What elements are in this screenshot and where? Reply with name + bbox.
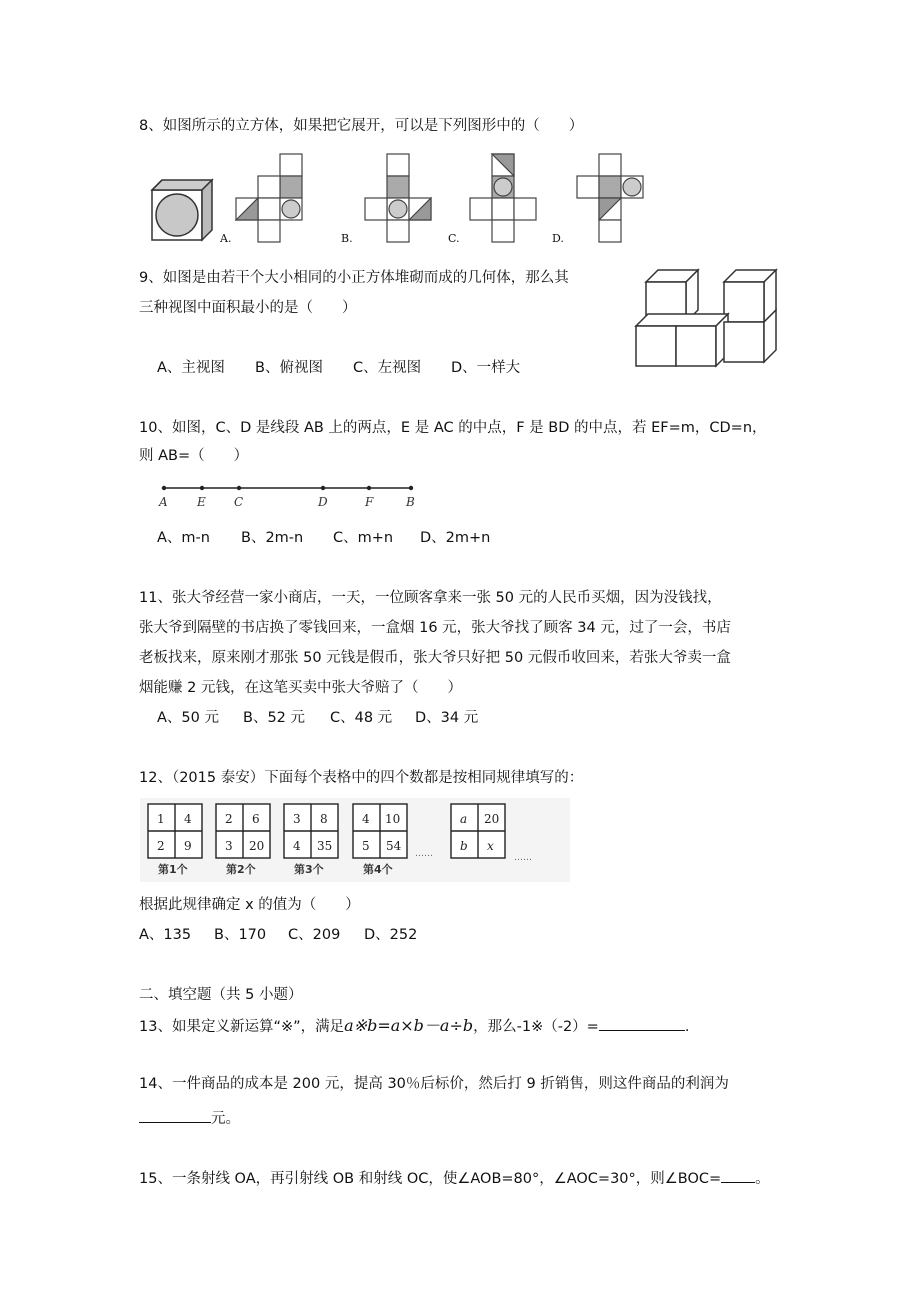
q10-line2: 则 AB=（ ） — [139, 448, 249, 464]
net-d-icon — [577, 154, 643, 242]
q9-option-b: B、俯视图 — [255, 360, 323, 376]
q9-cube-stack-figure — [632, 262, 784, 370]
q14-line2 — [139, 1106, 240, 1129]
q12-option-d: D、252 — [364, 927, 418, 943]
q13-prefix: 13、如果定义新运算“※”，满足 — [139, 1019, 345, 1035]
tn-cell-c: b — [460, 839, 468, 853]
t3-cell-c: 4 — [293, 839, 301, 853]
t3-cell-a: 3 — [293, 812, 301, 826]
q12-option-b: B、170 — [214, 927, 267, 943]
t1-cell-b: 4 — [184, 812, 192, 826]
q12-option-a: A、135 — [139, 927, 192, 943]
q10-line1: 10、如图，C、D 是线段 AB 上的两点，E 是 AC 的中点，F 是 BD 的中点，若 EF=m，CD=n， — [139, 420, 767, 436]
tn-cell-d: x — [487, 839, 494, 853]
q8-text: 8、如图所示的立方体，如果把它展开，可以是下列图形中的（ ） — [139, 118, 584, 134]
q11-option-c: C、48 元 — [330, 710, 393, 726]
q15-text: 15、一条射线 OA，再引射线 OB 和射线 OC，使∠AOB=80°，∠AOC=30°，则∠BOC= — [139, 1171, 722, 1187]
q12-tables-figure — [140, 798, 570, 882]
q8-label-a: A. — [220, 232, 232, 245]
q10-option-d: D、2m+n — [420, 530, 491, 546]
q15-end: 。 — [755, 1171, 770, 1187]
t4-cell-c: 5 — [362, 839, 370, 853]
point-label-d: D — [318, 495, 328, 509]
t1-cell-a: 1 — [157, 812, 165, 826]
cube-with-circle-icon — [152, 180, 212, 240]
q9-line2: 三种视图中面积最小的是（ ） — [139, 300, 357, 316]
q12-option-c: C、209 — [288, 927, 341, 943]
q8-label-d: D. — [552, 232, 564, 245]
q12-prompt: 根据此规律确定 x 的值为（ ） — [139, 897, 360, 913]
q13-text — [139, 1014, 689, 1037]
tn-cell-a: a — [460, 812, 468, 826]
q9-option-a: A、主视图 — [157, 360, 225, 376]
t1-cell-c: 2 — [157, 839, 165, 853]
net-b-icon — [365, 154, 431, 242]
q12-text: 12、（2015 泰安）下面每个表格中的四个数都是按相同规律填写的： — [139, 770, 584, 786]
q8-label-b: B. — [341, 232, 353, 245]
point-label-c: C — [234, 495, 244, 509]
t1-caption: 第1个 — [158, 863, 188, 876]
t4-cell-d: 54 — [386, 839, 402, 853]
t2-cell-d: 20 — [249, 839, 265, 853]
q13-formula: a※b=a×b－a÷b — [344, 1016, 474, 1035]
q11-line1: 11、张大爷经营一家小商店，一天，一位顾客拿来一张 50 元的人民币买烟，因为没钱找， — [139, 590, 722, 606]
t3-caption: 第3个 — [294, 863, 324, 876]
tn-cell-b: 20 — [484, 812, 500, 826]
t1-cell-d: 9 — [184, 839, 192, 853]
t3-cell-b: 8 — [320, 812, 328, 826]
q9-option-d: D、一样大 — [451, 360, 521, 376]
t4-caption: 第4个 — [363, 863, 393, 876]
q11-option-b: B、52 元 — [243, 710, 306, 726]
q11-line2: 张大爷到隔壁的书店换了零钱回来，一盒烟 16 元，张大爷找了顾客 34 元，过了一会，书店 — [139, 620, 731, 636]
q14-line1: 14、一件商品的成本是 200 元，提高 30％后标价，然后打 9 折销售，则这件商品的利润为 — [139, 1076, 729, 1092]
q13-suffix: ，那么-1※（-2）= — [473, 1019, 599, 1035]
ellipsis-mid: …… — [415, 849, 433, 859]
t2-cell-b: 6 — [252, 812, 260, 826]
point-label-b: B — [406, 495, 415, 509]
q15-line — [139, 1166, 770, 1189]
q9-line1: 9、如图是由若干个大小相同的小正方体堆砌而成的几何体，那么其 — [139, 270, 569, 286]
t4-cell-b: 10 — [385, 812, 401, 826]
q9-option-c: C、左视图 — [353, 360, 422, 376]
q14-answer-blank[interactable] — [139, 1106, 211, 1123]
net-c-icon — [470, 154, 536, 242]
q15-answer-blank[interactable] — [721, 1166, 755, 1183]
q13-end: . — [684, 1019, 690, 1035]
point-label-e: E — [197, 495, 206, 509]
q13-answer-blank[interactable] — [599, 1014, 685, 1031]
point-label-f: F — [365, 495, 374, 509]
q8-figure — [140, 152, 660, 248]
q10-option-b: B、2m-n — [241, 530, 304, 546]
q11-line3: 老板找来，原来刚才那张 50 元钱是假币，张大爷只好把 50 元假币收回来，若张大爷卖一盒 — [139, 650, 731, 666]
q14-unit: 元。 — [211, 1111, 240, 1127]
t2-caption: 第2个 — [226, 863, 256, 876]
section2-title: 二、填空题（共 5 小题） — [139, 987, 303, 1003]
q10-option-a: A、m-n — [157, 530, 210, 546]
point-label-a: A — [159, 495, 168, 509]
q10-option-c: C、m+n — [333, 530, 394, 546]
q11-option-d: D、34 元 — [415, 710, 479, 726]
q11-option-a: A、50 元 — [157, 710, 219, 726]
t2-cell-a: 2 — [225, 812, 233, 826]
ellipsis-end: …… — [514, 853, 532, 863]
q10-segment-figure — [150, 474, 430, 514]
t2-cell-c: 3 — [225, 839, 233, 853]
t3-cell-d: 35 — [317, 839, 333, 853]
t4-cell-a: 4 — [362, 812, 370, 826]
q11-line4: 烟能赚 2 元钱，在这笔买卖中张大爷赔了（ ） — [139, 680, 462, 696]
q8-label-c: C. — [448, 232, 460, 245]
net-a-icon — [236, 154, 302, 242]
